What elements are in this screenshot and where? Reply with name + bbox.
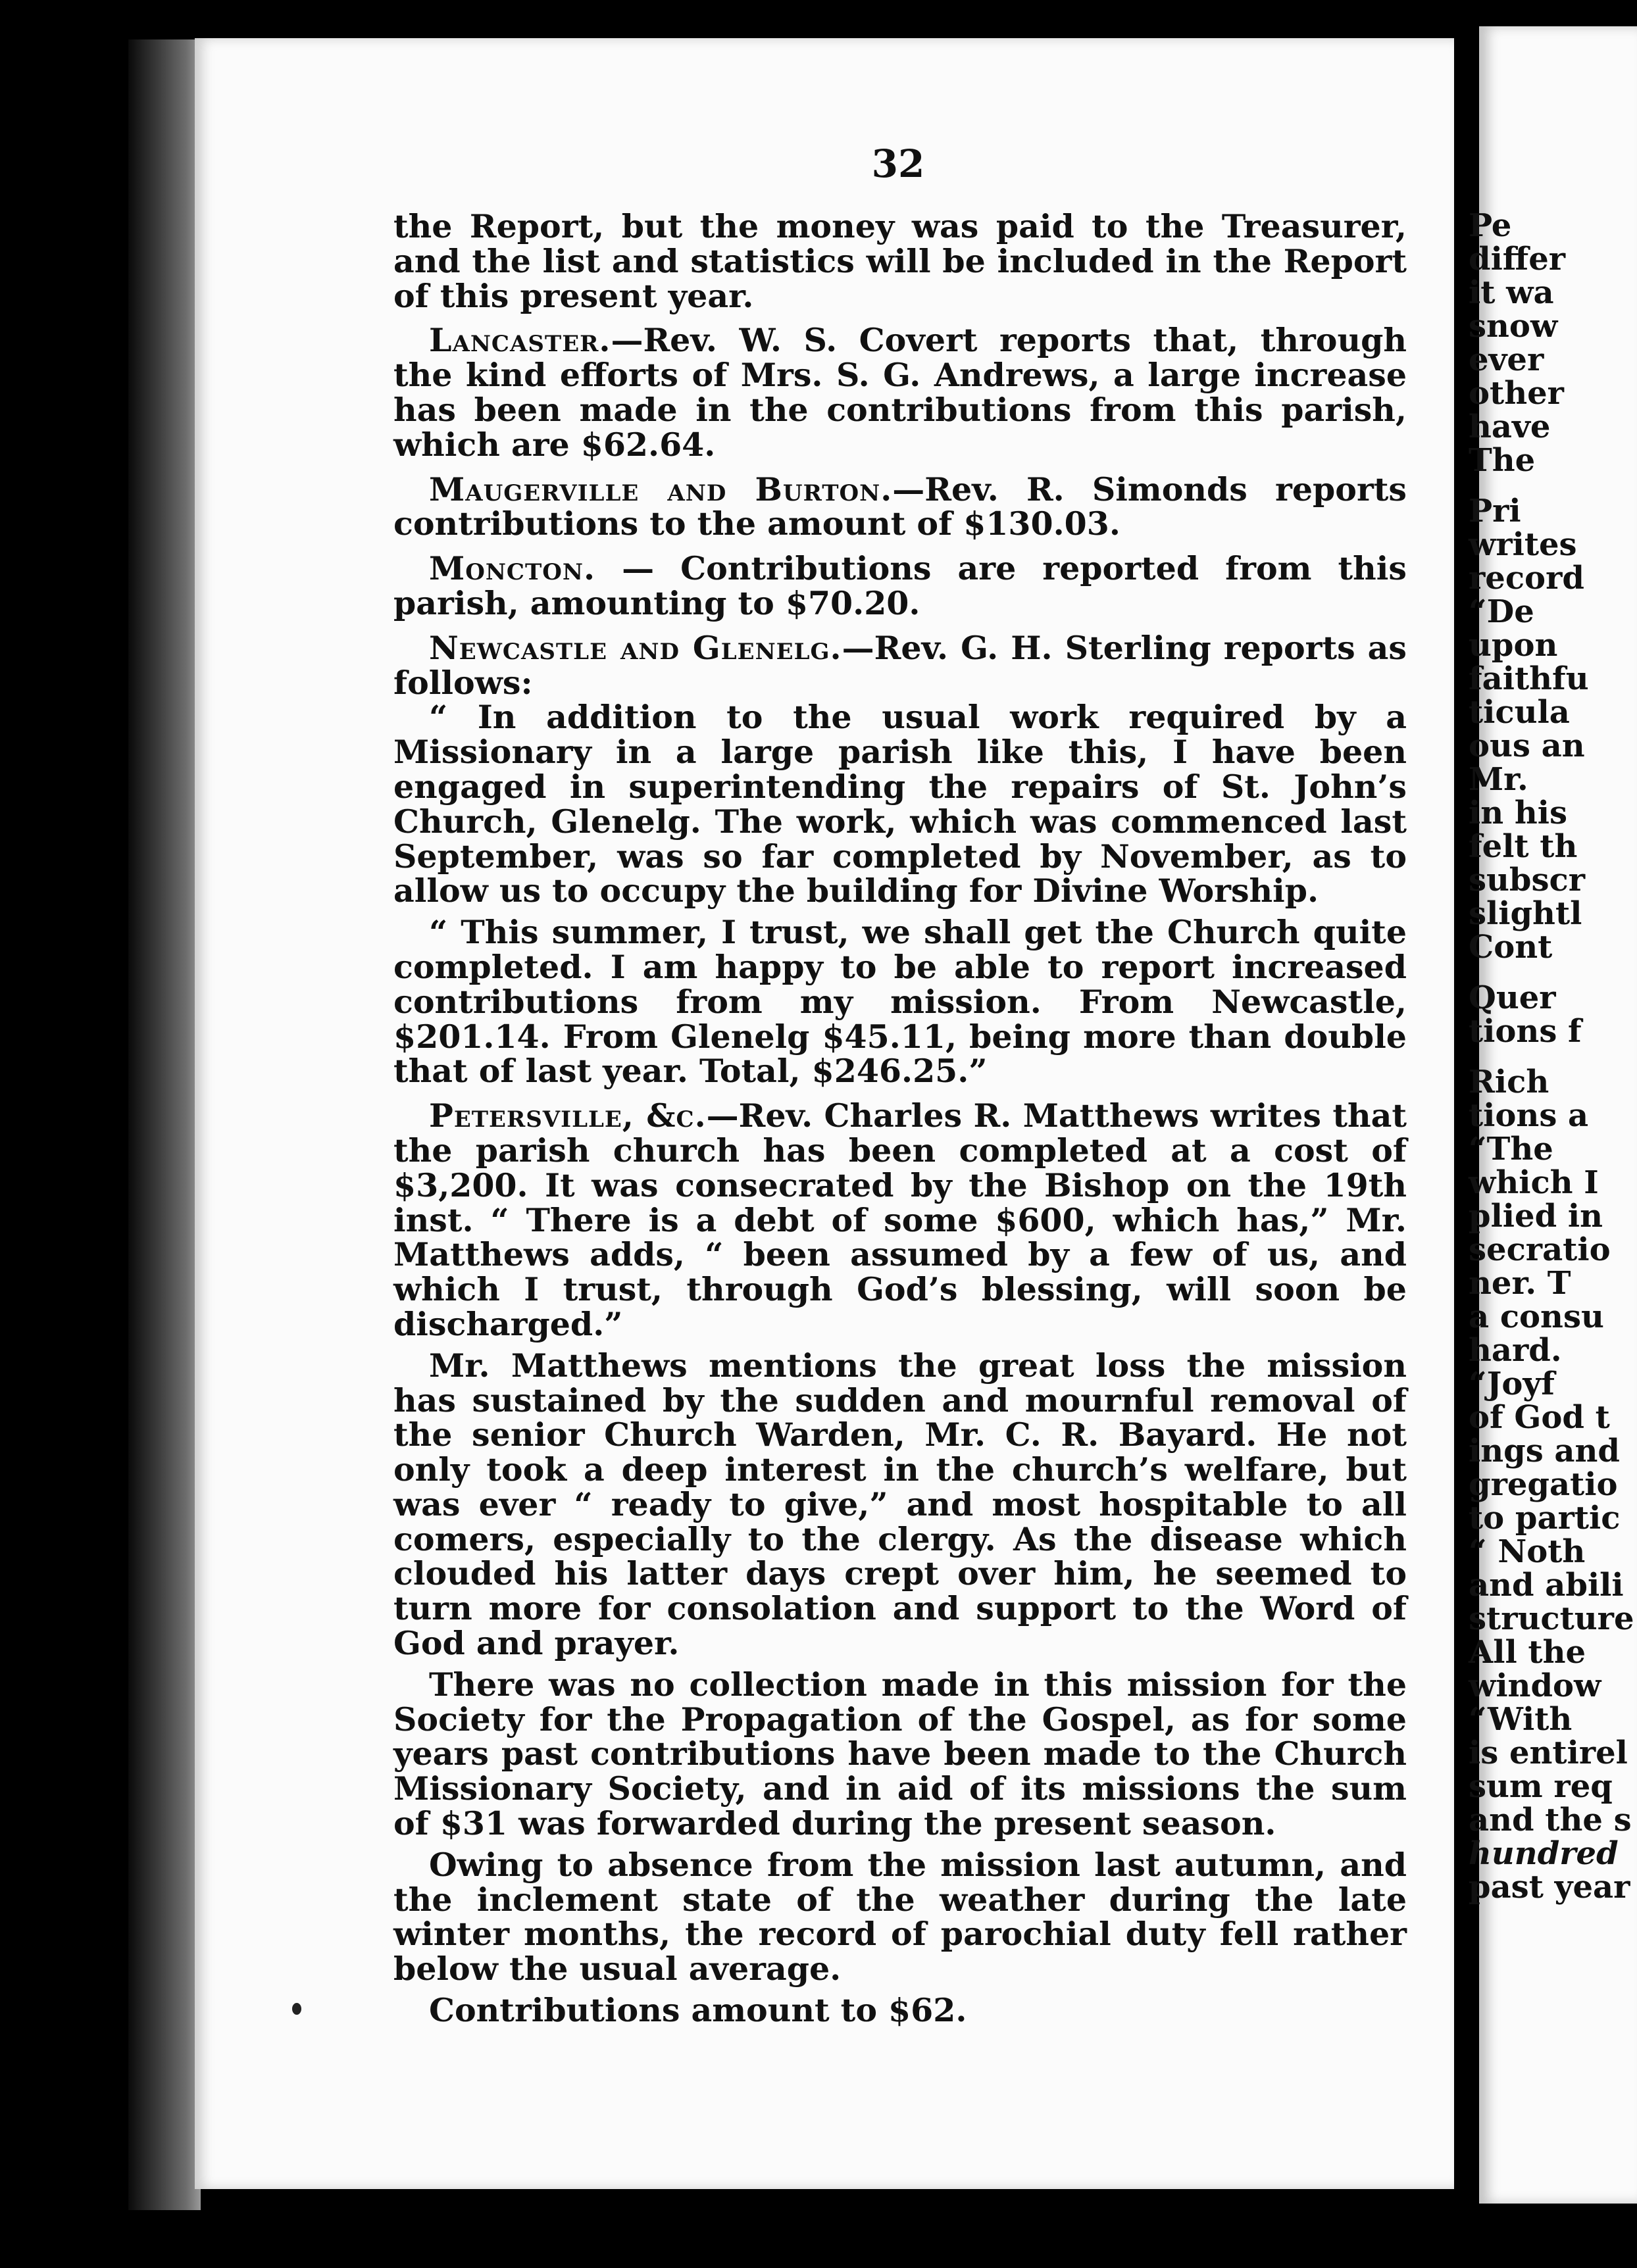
facing-line: felt th bbox=[1469, 828, 1578, 865]
paragraph-maugerville: Maugerville and Burton.—Rev. R. Simonds reports contributions to the amount of $130.03. bbox=[393, 470, 1407, 543]
facing-line: The bbox=[1469, 442, 1536, 479]
facing-line: faithfu bbox=[1469, 660, 1589, 697]
facing-line: ever bbox=[1469, 341, 1544, 378]
paragraph-continuation: the Report, but the money was paid to the Treasurer, and the list and statistics will be included in the Report of this present year. bbox=[393, 207, 1407, 315]
facing-line: record bbox=[1469, 560, 1584, 597]
facing-line: gregatio bbox=[1469, 1466, 1618, 1503]
facing-line: ticula bbox=[1469, 694, 1570, 731]
facing-line: slightl bbox=[1469, 895, 1582, 932]
paragraph-petersville: Petersville, &c.—Rev. Charles R. Matthews writes that the parish church has been completed at a cost of $3,200. It was consecrated by the Bishop on the 19th inst. “ There is a debt of some $600, which has,” Mr. Matthews adds, “ been assumed by a few of us, and which I trust, through God’s blessing, will soon be discharged.” bbox=[393, 1097, 1407, 1343]
facing-line: Rich bbox=[1469, 1064, 1549, 1100]
facing-line: Pri bbox=[1469, 493, 1521, 530]
paragraph-contributions: Contributions amount to $62. bbox=[429, 1991, 967, 2030]
facing-line: have bbox=[1469, 408, 1551, 445]
facing-line: of God t bbox=[1469, 1399, 1610, 1436]
paragraph-quote-2: “ This summer, I trust, we shall get the Church quite completed. I am happy to be able to report increased contributions from my mission. From Newcastle, $201.14. From Glenelg $45.11, being more than double that of last year. Total, $246.25.” bbox=[393, 913, 1407, 1091]
facing-line: snow bbox=[1469, 308, 1558, 345]
facing-line: All the bbox=[1469, 1634, 1586, 1671]
facing-line: “The bbox=[1469, 1131, 1553, 1168]
facing-line: ous an bbox=[1469, 727, 1585, 764]
paragraph-quote-1: “ In addition to the usual work required by a Missionary in a large parish like this, I have been engaged in superintending the repairs of St. John’s Church, Glenelg. The work, which was commenced last September, was so far completed by November, as to allow us to occupy the building for Divine Worship. bbox=[393, 698, 1407, 910]
facing-line: Pe bbox=[1469, 207, 1512, 244]
facing-line: past year bbox=[1469, 1869, 1630, 1906]
facing-line: to partic bbox=[1469, 1500, 1621, 1537]
paragraph-newcastle: Newcastle and Glenelg.—Rev. G. H. Sterling reports as follows: bbox=[393, 628, 1407, 702]
parish-heading: Newcastle and Glenelg. bbox=[429, 628, 842, 667]
facing-line: window bbox=[1469, 1667, 1601, 1704]
facing-line: a consu bbox=[1469, 1298, 1604, 1335]
facing-line: which I bbox=[1469, 1164, 1599, 1201]
facing-line: Quer bbox=[1469, 979, 1556, 1016]
facing-line: writes bbox=[1469, 526, 1577, 563]
facing-line: is entirel bbox=[1469, 1735, 1628, 1771]
facing-line: upon bbox=[1469, 627, 1558, 664]
facing-line: structure bbox=[1469, 1600, 1634, 1637]
facing-line: in his bbox=[1469, 795, 1567, 831]
facing-line: “Joyf bbox=[1469, 1366, 1555, 1402]
facing-line: subscr bbox=[1469, 862, 1586, 899]
facing-line: secratio bbox=[1469, 1231, 1611, 1268]
facing-line: hard. bbox=[1469, 1332, 1562, 1369]
facing-line: tions a bbox=[1469, 1097, 1589, 1134]
facing-line: it wa bbox=[1469, 274, 1554, 311]
facing-line: plied in bbox=[1469, 1198, 1603, 1235]
facing-line: ner. T bbox=[1469, 1265, 1571, 1302]
facing-line: and the s bbox=[1469, 1802, 1632, 1838]
parish-heading: Petersville, &c. bbox=[429, 1097, 707, 1135]
facing-line: other bbox=[1469, 375, 1564, 412]
facing-line: “ Noth bbox=[1469, 1533, 1586, 1570]
facing-line: differ bbox=[1469, 241, 1566, 278]
facing-line: Mr. bbox=[1469, 761, 1528, 798]
paragraph-matthews: Mr. Matthews mentions the great loss the mission has sustained by the sudden and mournful removal of the senior Church Warden, Mr. C. R. Bayard. He not only took a deep interest in the church’s welfare, but was ever “ ready to give,” and most hospitable to all comers, especially to the clergy. As the disease which clouded his latter days crept over him, he seemed to turn more for consolation and support to the Word of God and prayer. bbox=[393, 1346, 1407, 1663]
facing-line: “With bbox=[1469, 1701, 1573, 1738]
facing-line: Cont bbox=[1469, 929, 1553, 966]
main-text-column bbox=[393, 209, 1407, 2034]
facing-line: sum req bbox=[1469, 1768, 1613, 1805]
page-number: 32 bbox=[871, 141, 925, 186]
facing-line: and abili bbox=[1469, 1567, 1624, 1604]
facing-line: tions f bbox=[1469, 1013, 1582, 1050]
parish-heading: Moncton. bbox=[429, 549, 596, 588]
paragraph-absence: Owing to absence from the mission last autumn, and the inclement state of the weather during the late winter months, the record of parochial duty fell rather below the usual average. bbox=[393, 1845, 1407, 1988]
parish-heading: Maugerville and Burton. bbox=[429, 470, 893, 508]
facing-line: ings and bbox=[1469, 1433, 1620, 1469]
facing-line: hundred bbox=[1469, 1835, 1619, 1872]
facing-page-text bbox=[1469, 207, 1634, 1906]
parish-heading: Lancaster. bbox=[429, 321, 611, 360]
ink-spot bbox=[292, 2003, 301, 2015]
book-spine bbox=[128, 39, 201, 2210]
paragraph-moncton: Moncton. — Contributions are reported from this parish, amounting to $70.20. bbox=[393, 549, 1407, 622]
paragraph-lancaster: Lancaster.—Rev. W. S. Covert reports that, through the kind efforts of Mrs. S. G. Andrews, a large increase has been made in the contributions from this parish, which are $62.64. bbox=[393, 321, 1407, 464]
facing-line: “De bbox=[1469, 593, 1534, 630]
paragraph-collection: There was no collection made in this mission for the Society for the Propagation of the Gospel, as for some years past contributions have been made to the Church Missionary Society, and in aid of its missions the sum of $31 was forwarded during the present season. bbox=[393, 1665, 1407, 1843]
